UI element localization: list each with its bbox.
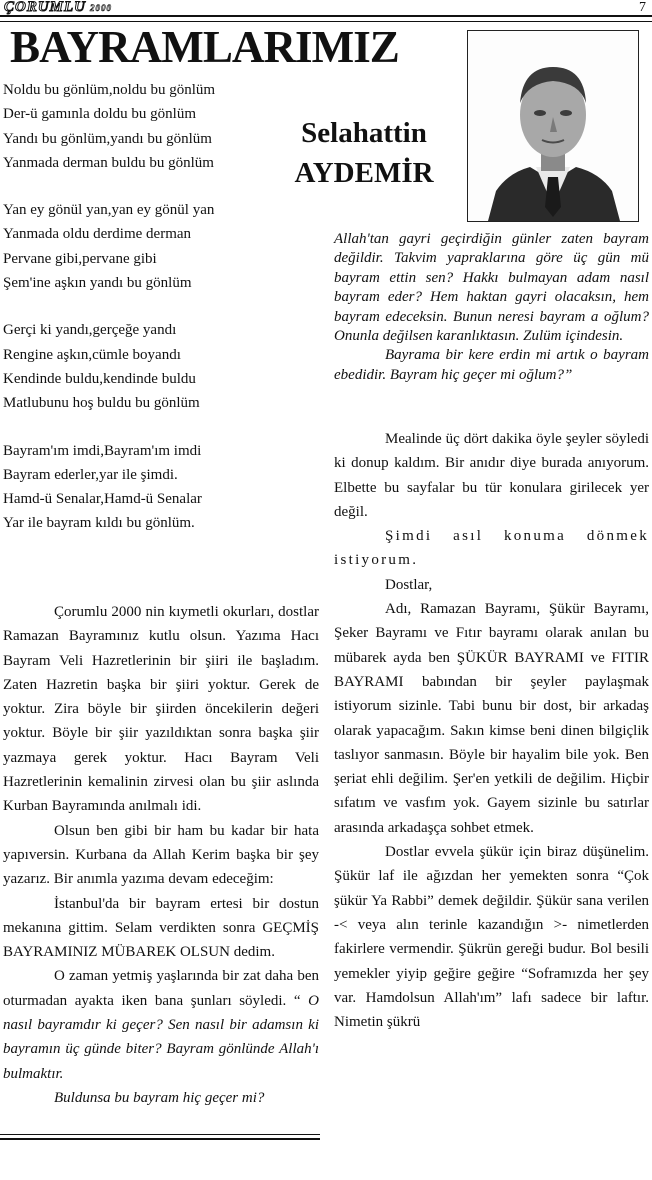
masthead-name: ÇORUMLU 2000 xyxy=(4,0,113,15)
masthead xyxy=(0,0,652,20)
poem-line: Kendinde buldu,kendinde buldu xyxy=(3,370,196,387)
paragraph: Mealinde üç dört dakika öyle şeyler söyledi ki donup kaldım. Bir anıdır diye burada anıyorum. Elbette bu sayfalar bu tür konulara girilecek yer değil. xyxy=(334,431,649,520)
paragraph: Dostlar, xyxy=(385,576,433,593)
paragraph: Dostlar evvela şükür için biraz düşünelim. Şükür laf ile ağızdan her yemekten sonra “Çok şükür Ya Rabbi” demek değildir. Şükür sana verilen -< veya alın terinle kazandığın >- nimetlerden fakirlere vermendir. Şükrün gereği budur. Bol besili yemekler yiyip geğire geğire “Soframızda her şey var. Hamdolsun Allah'ım” lafı sadece bir laftır. Nimetin şükrü xyxy=(334,844,649,1031)
paragraph-text: O zaman yetmiş yaşlarında bir zat daha ben oturmadan ayakta iken bana şunları söyledi. “ xyxy=(3,968,319,1009)
author-last-name: AYDEMİR xyxy=(294,157,434,189)
poem-stanza xyxy=(3,78,273,175)
paragraph xyxy=(3,964,319,1085)
paragraph: Adı, Ramazan Bayramı, Şükür Bayramı, Şeker Bayramı ve Fıtır bayramı olarak anılan bu mübarek ayda ben ŞÜKÜR BAYRAMI ve FITIR BAYRAMI babından bir şeyler paylaşmak istiyorum sizinle. Tabi bunu bir dost, bir arkadaş olarak yapacağım. Sakın kimse beni dinen bilgiçlik taslıyor sanmasın. Böyle bir hayalim bile yok. Ben şeriat ehli değilim. Şer'en yetkili de değilim. Hiçbir sıfatım ve vasfım yok. Gayem sizinle bu satırlar arasında arkadaşça sohbet etmek. xyxy=(334,601,649,836)
author-name xyxy=(276,113,452,193)
paragraph: Olsun ben gibi bir ham bu kadar bir hata yapıversin. Kurbana da Allah Kerim başka bir şey yazarız. Bir anımla yazıma devam edeceğim: xyxy=(3,822,319,888)
portrait-photo-icon xyxy=(468,31,638,221)
poem-line: Yanmada derman buldu bu gönlüm xyxy=(3,154,214,171)
poem-line: Yandı bu gönlüm,yandı bu gönlüm xyxy=(3,130,212,147)
poem-line: Rengine aşkın,cümle boyandı xyxy=(3,346,181,363)
quote-paragraph: Bayrama bir kere erdin mi artık o bayram ebedidir. Bayram hiç geçer mi oğlum?” xyxy=(334,347,649,383)
article-title: BAYRAMLARIMIZ xyxy=(10,21,399,72)
quote-text: O nasıl bayramdır ki geçer? Sen nasıl bir adamsın ki bayramın üç günde biter? Bayram gönlünde Allah'ı bulmaktır. xyxy=(3,992,319,1082)
right-column xyxy=(334,427,649,1034)
footer-rule xyxy=(0,1134,320,1140)
poem-line: Matlubunu hoş buldu bu gönlüm xyxy=(3,395,200,412)
poem-line: Der-ü gamınla doldu bu gönlüm xyxy=(3,106,197,123)
author-photo xyxy=(467,30,639,222)
poem-line: Şem'ine aşkın yandı bu gönlüm xyxy=(3,275,192,292)
poem-line: Bayram'ım imdi,Bayram'ım imdi xyxy=(3,442,202,459)
poem-line: Pervane gibi,pervane gibi xyxy=(3,250,157,267)
paragraph: Şimdi asıl konuma dönmek istiyorum. xyxy=(334,528,649,569)
poem-stanza xyxy=(3,439,273,536)
poem-line: Yan ey gönül yan,yan ey gönül yan xyxy=(3,202,215,219)
poem-line: Bayram ederler,yar ile şimdi. xyxy=(3,466,178,483)
poem xyxy=(3,78,273,559)
poem-stanza xyxy=(3,198,273,295)
poem-line: Gerçi ki yandı,gerçeğe yandı xyxy=(3,322,177,339)
author-first-name: Selahattin xyxy=(301,117,427,149)
left-column xyxy=(3,600,319,1110)
poem-line: Yar ile bayram kıldı bu gönlüm. xyxy=(3,515,195,532)
poem-line: Yanmada oldu derdime derman xyxy=(3,226,192,243)
poem-line: Noldu bu gönlüm,noldu bu gönlüm xyxy=(3,82,216,98)
quote-paragraph: Allah'tan gayri geçirdiğin günler zaten bayram değildir. Takvim yapraklarına göre üç gün mü bayram ettin sen? Hakkı bulmayan adam nasıl bayram eder? Hem haktan gayri olacaksın, hem bayram edeceksin. Bunun neresi bayram a oğlum? Onunla değilsen karanlıktasın. Zulüm içindesin. xyxy=(334,231,649,345)
poem-line: Hamd-ü Senalar,Hamd-ü Senalar xyxy=(3,491,202,508)
quote-column xyxy=(334,230,649,385)
poem-stanza xyxy=(3,318,273,415)
page-number: 7 xyxy=(639,0,646,15)
paragraph: İstanbul'da bir bayram ertesi bir dostun mekanına gittim. Selam verdikten sonra GEÇMİŞ BAYRAMINIZ MÜBAREK OLSUN dedim. xyxy=(3,895,319,961)
quote-text: Buldunsa bu bayram hiç geçer mi? xyxy=(54,1089,265,1106)
masthead-year: 2000 xyxy=(90,3,113,13)
paragraph: Çorumlu 2000 nin kıymetli okurları, dostlar Ramazan Bayramınız kutlu olsun. Yazıma Hacı Bayram Veli Hazretlerinin bir şiiri ile başladım. Zaten Hazretin başka bir şiiri yoktur. Gerek de yoktur. Zira böyle bir şiirden öncekilerin değeri yoktur. Böyle bir şiir yazıldıktan sonra başka şiir yazmaya gerek yoktur. Hacı Bayram Veli Hazretlerinin kemalinin zirvesi olan bu şiir aslında Kurban Bayramında anılmalı idi. xyxy=(3,604,319,815)
